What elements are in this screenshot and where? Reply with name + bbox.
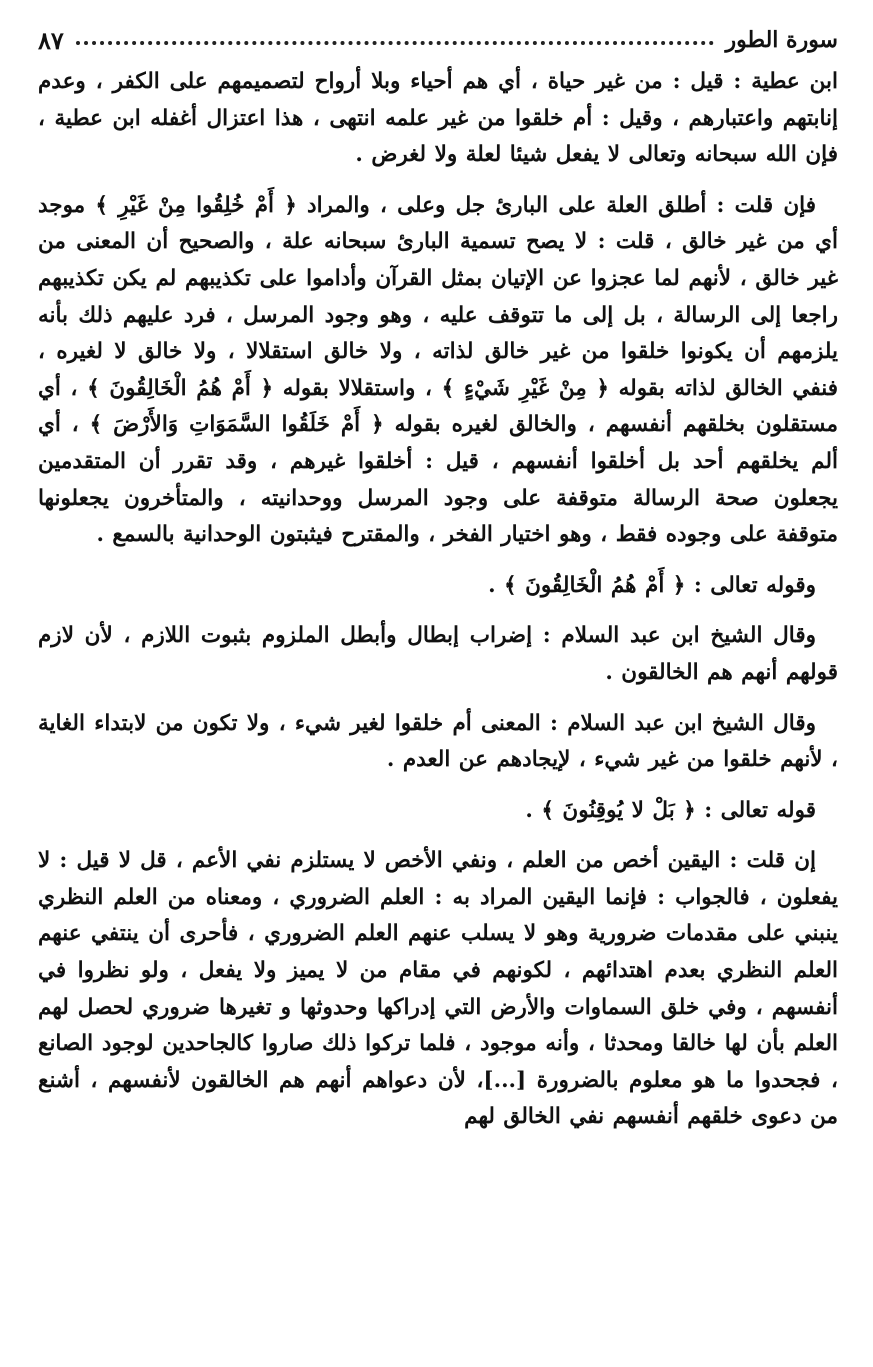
paragraph: وقوله تعالى : ﴿ أَمْ هُمُ الْخَالِقُونَ ﴾ . [488, 572, 816, 598]
paragraph: إن قلت : اليقين أخص من العلم ، ونفي الأخص لا يستلزم نفي الأعم ، قل لا قيل : لا يفعلون ، فالجواب : فإنما اليقين المراد به : العلم الضروري ، ومعناه من العلم النظري ينبني على مقدمات ضرورية وهو لا يسلب عنهم العلم الضروري ، فأحرى أن ينتفي عنهم العلم النظري بعدم اهتدائهم ، لكونهم في مقام من لا يميز ولا يفعل ، ولو نظروا في أنفسهم ، وفي خلق السماوات والأرض التي إدراكها وحدوثها و تغيرها ضروري لحصل لهم العلم بأن لها خالقا ومحدثا ، وأنه موجود ، فلما تركوا ذلك صاروا كالجاحدين لوجود الصانع ، فجحدوا ما هو معلوم بالضرورة [...]، لأن دعواهم أنهم هم الخالقون لأنفسهم ، أشنع من دعوى خلقهم أنفسهم نفي الخالق لهم [38, 848, 838, 1130]
surah-title: سورة الطور [725, 27, 838, 53]
paragraph: ابن عطية : قيل : من غير حياة ، أي هم أحياء وبلا أرواح لتصميمهم على الكفر ، وعدم إنابتهم واعتبارهم ، وقيل : أم خلقوا من غير علمه انتهى ، هذا اعتزال أغفله ابن عطية ، فإن الله سبحانه وتعالى لا يفعل شيئا لعلة ولا لغرض . [38, 69, 838, 168]
document-page [38, 22, 838, 1342]
paragraph: وقال الشيخ ابن عبد السلام : المعنى أم خلقوا لغير شيء ، ولا تكون من لابتداء الغاية ، لأنهم خلقوا من غير شيء ، لإيجادهم عن العدم . [38, 710, 838, 773]
page-number: ٨٧ [38, 25, 64, 55]
paragraph: فإن قلت : أطلق العلة على البارئ جل وعلى ، والمراد ﴿ أَمْ خُلِقُوا مِنْ غَيْرِ ﴾ موجد أي من غير خالق ، قلت : لا يصح تسمية البارئ سبحانه علة ، والصحيح أن المعنى من غير خالق ، لأنهم لما عجزوا عن الإتيان بمثل القرآن وأداموا على تكذيبهم لم يكن تكذيبهم راجعا إلى الرسالة ، بل إلى ما تتوقف عليه ، وهو وجود المرسل ، فرد عليهم ذلك بأنه يلزمهم أن يكونوا خلقوا من غير خالق لذاته ، ولا خالق استقلالا ، ولا خالق لا لغيره ، فنفي الخالق لذاته بقوله ﴿ مِنْ غَيْرِ شَيْءٍ ﴾ ، واستقلالا بقوله ﴿ أَمْ هُمُ الْخَالِقُونَ ﴾ ، أي مستقلون بخلقهم أنفسهم ، والخالق لغيره بقوله ﴿ أَمْ خَلَقُوا السَّمَوَاتِ وَالأَرْضَ ﴾ ، أي ألم يخلقهم أحد بل أخلقوا أنفسهم ، قيل : أخلقوا غيرهم ، وقد تقرر أن المتقدمين يجعلون صحة الرسالة متوقفة على وجود المرسل ووحدانيته ، والمتأخرون يجعلونها متوقفة على وجوده فقط ، وهو اختيار الفخر ، والمقترح فيثبتون الوحدانية بالسمع . [38, 192, 838, 548]
paragraph: قوله تعالى : ﴿ بَلْ لا يُوقِنُونَ ﴾ . [525, 797, 816, 823]
paragraph: وقال الشيخ ابن عبد السلام : إضراب إبطال وأبطل الملزوم بثبوت اللازم ، لأن لازم قولهم أنهم هم الخالقون . [38, 623, 838, 685]
running-header [38, 22, 838, 58]
body-text [38, 64, 838, 1136]
header-leader-dots [76, 41, 714, 45]
